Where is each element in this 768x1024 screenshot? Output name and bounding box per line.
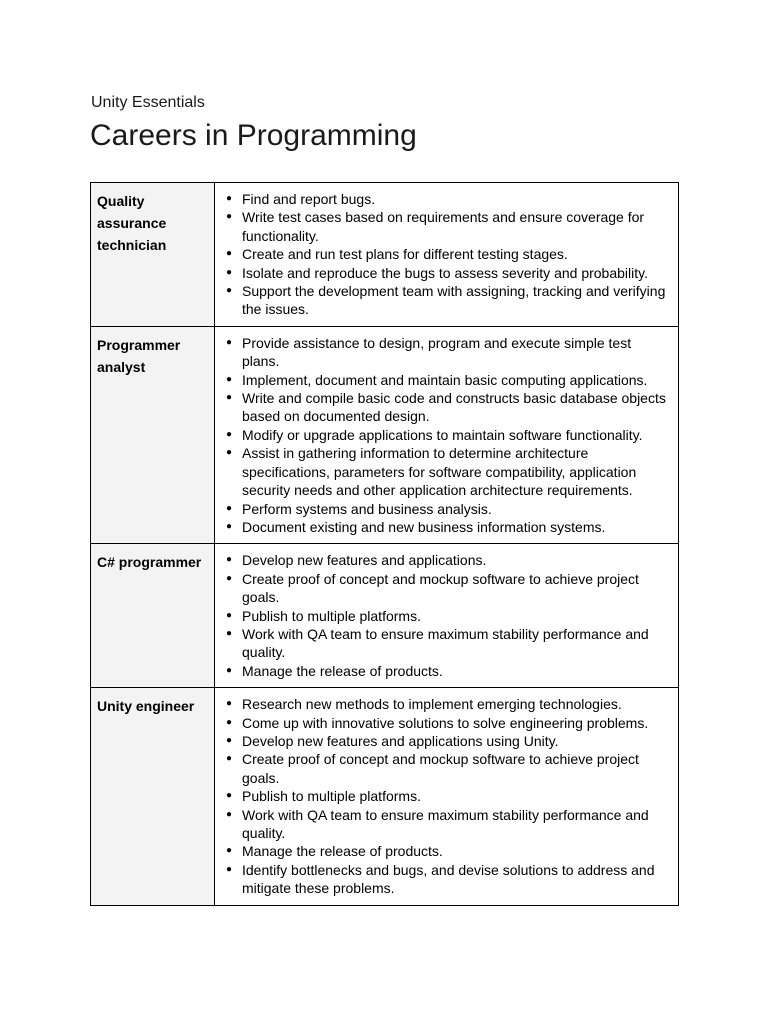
duty-item: ● Isolate and reproduce the bugs to assess severity and probability.: [215, 264, 672, 282]
duty-item: ● Modify or upgrade applications to maintain software functionality.: [215, 426, 672, 444]
duty-item: ● Publish to multiple platforms.: [215, 607, 672, 625]
duty-item: ● Document existing and new business information systems.: [215, 518, 672, 536]
duties-list: [215, 551, 672, 680]
duty-item: ● Create proof of concept and mockup software to achieve project goals.: [215, 570, 672, 607]
role-cell: C# programmer: [91, 544, 215, 688]
duty-item: ● Create and run test plans for different testing stages.: [215, 245, 672, 263]
duty-item: ● Develop new features and applications using Unity.: [215, 732, 672, 750]
duties-list: [215, 190, 672, 319]
role-cell: Unity engineer: [91, 688, 215, 905]
careers-table: [90, 182, 679, 906]
duty-item: ● Create proof of concept and mockup software to achieve project goals.: [215, 750, 672, 787]
career-row-csharp-programmer: [91, 544, 679, 688]
duty-item: ● Manage the release of products.: [215, 662, 672, 680]
duty-item: ● Assist in gathering information to determine architecture specifications, parameters for software compatibility, application security needs and other application architecture requirements.: [215, 444, 672, 499]
duty-item: ● Support the development team with assigning, tracking and verifying the issues.: [215, 282, 672, 319]
career-row-unity-engineer: [91, 688, 679, 905]
duty-item: ● Research new methods to implement emerging technologies.: [215, 695, 672, 713]
duty-item: ● Identify bottlenecks and bugs, and devise solutions to address and mitigate these problems.: [215, 861, 672, 898]
duty-item: ● Find and report bugs.: [215, 190, 672, 208]
duties-list: [215, 695, 672, 897]
duty-item: ● Perform systems and business analysis.: [215, 500, 672, 518]
duty-item: ● Come up with innovative solutions to solve engineering problems.: [215, 714, 672, 732]
role-cell: Programmer analyst: [91, 326, 215, 543]
duty-item: ● Write and compile basic code and constructs basic database objects based on documented design.: [215, 389, 672, 426]
duty-item: ● Manage the release of products.: [215, 842, 672, 860]
duty-item: ● Work with QA team to ensure maximum stability performance and quality.: [215, 625, 672, 662]
duties-cell: [215, 326, 679, 543]
document-title: Careers in Programming: [90, 119, 417, 152]
careers-table-body: [91, 183, 679, 906]
duty-item: ● Provide assistance to design, program and execute simple test plans.: [215, 334, 672, 371]
document-subtitle: Unity Essentials: [91, 94, 205, 111]
career-row-programmer-analyst: [91, 326, 679, 543]
duty-item: ● Develop new features and applications.: [215, 551, 672, 569]
duty-item: ● Write test cases based on requirements and ensure coverage for functionality.: [215, 208, 672, 245]
duties-cell: [215, 544, 679, 688]
duty-item: ● Work with QA team to ensure maximum stability performance and quality.: [215, 806, 672, 843]
duty-item: ● Implement, document and maintain basic computing applications.: [215, 371, 672, 389]
career-row-qa: [91, 183, 679, 327]
role-cell: Quality assurance technician: [91, 183, 215, 327]
duties-cell: [215, 183, 679, 327]
duty-item: ● Publish to multiple platforms.: [215, 787, 672, 805]
duties-list: [215, 334, 672, 536]
duties-cell: [215, 688, 679, 905]
